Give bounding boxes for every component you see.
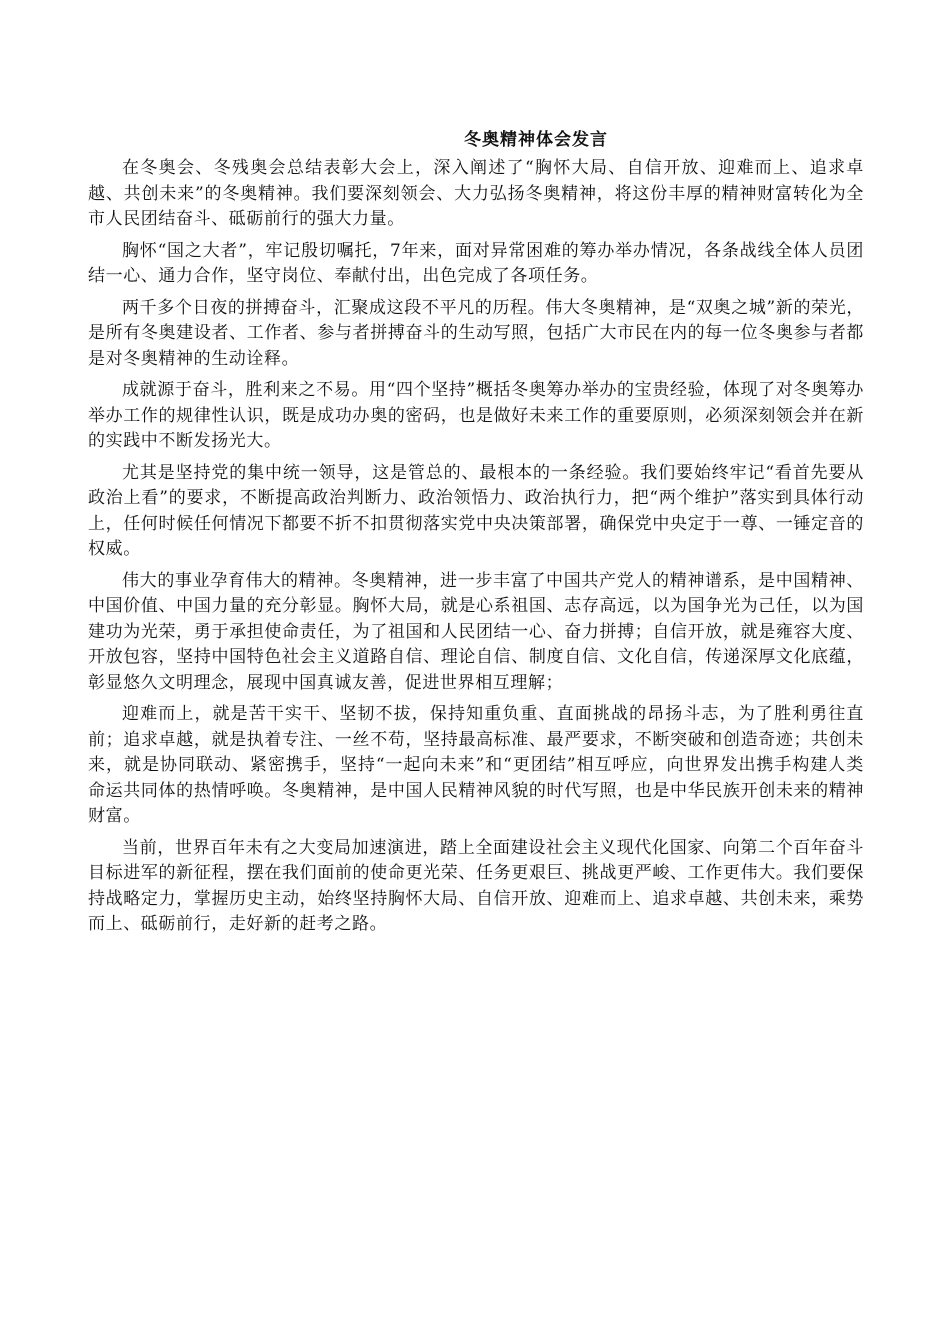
paragraph-7: 迎难而上，就是苦干实干、坚韧不拔，保持知重负重、直面挑战的昂扬斗志，为了胜利勇往直前；追求卓越，就是执着专注、一丝不苟，坚持最高标准、最严要求，不断突破和创造奇迹；共创未来，就是协同联动、紧密携手，坚持“一起向未来”和“更团结”相互呼应，向世界发出携手构建人类命运共同体的热情呼唤。冬奥精神，是中国人民精神风貌的时代写照，也是中华民族开创未来的精神财富。	[88, 704, 864, 826]
paragraph-6: 伟大的事业孕育伟大的精神。冬奥精神，进一步丰富了中国共产党人的精神谱系，是中国精神、中国价值、中国力量的充分彰显。胸怀大局，就是心系祖国、志存高远，以为国争光为己任，以为国建功为光荣，勇于承担使命责任，为了祖国和人民团结一心、奋力拼搏；自信开放，就是雍容大度、开放包容，坚持中国特色社会主义道路自信、理论自信、制度自信、文化自信，传递深厚文化底蕴，彰显悠久文明理念，展现中国真诚友善，促进世界相互理解；	[88, 570, 864, 693]
paragraph-8: 当前，世界百年未有之大变局加速演进，踏上全面建设社会主义现代化国家、向第二个百年奋斗目标进军的新征程，摆在我们面前的使命更光荣、任务更艰巨、挑战更严峻、工作更伟大。我们要保持战略定力，掌握历史主动，始终坚持胸怀大局、自信开放、迎难而上、追求卓越、共创未来，乘势而上、砥砺前行，走好新的赶考之路。	[88, 837, 864, 934]
paragraph-2: 胸怀“国之大者”，牢记殷切嘱托，7年来，面对异常困难的筹办举办情况，各条战线全体人员团结一心、通力合作，坚守岗位、奉献付出，出色完成了各项任务。	[88, 240, 864, 286]
paragraph-3: 两千多个日夜的拼搏奋斗，汇聚成这段不平凡的历程。伟大冬奥精神，是“双奥之城”新的荣光，是所有冬奥建设者、工作者、参与者拼搏奋斗的生动写照，包括广大市民在内的每一位冬奥参与者都是对冬奥精神的生动诠释。	[88, 297, 864, 369]
document-title: 冬奥精神体会发言	[464, 130, 608, 150]
document-page	[88, 128, 864, 944]
paragraph-5: 尤其是坚持党的集中统一领导，这是管总的、最根本的一条经验。我们要始终牢记“看首先要从政治上看”的要求，不断提高政治判断力、政治领悟力、政治执行力，把“两个维护”落实到具体行动上，任何时候任何情况下都要不折不扣贯彻落实党中央决策部署，确保党中央定于一尊、一锤定音的权威。	[88, 462, 864, 559]
paragraph-4: 成就源于奋斗，胜利来之不易。用“四个坚持”概括冬奥筹办举办的宝贵经验，体现了对冬奥筹办举办工作的规律性认识，既是成功办奥的密码，也是做好未来工作的重要原则，必须深刻领会并在新的实践中不断发扬光大。	[88, 380, 864, 451]
paragraph-1: 在冬奥会、冬残奥会总结表彰大会上，深入阐述了“胸怀大局、自信开放、迎难而上、追求卓越、共创未来”的冬奥精神。我们要深刻领会、大力弘扬冬奥精神，将这份丰厚的精神财富转化为全市人民团结奋斗、砥砺前行的强大力量。	[88, 158, 864, 229]
